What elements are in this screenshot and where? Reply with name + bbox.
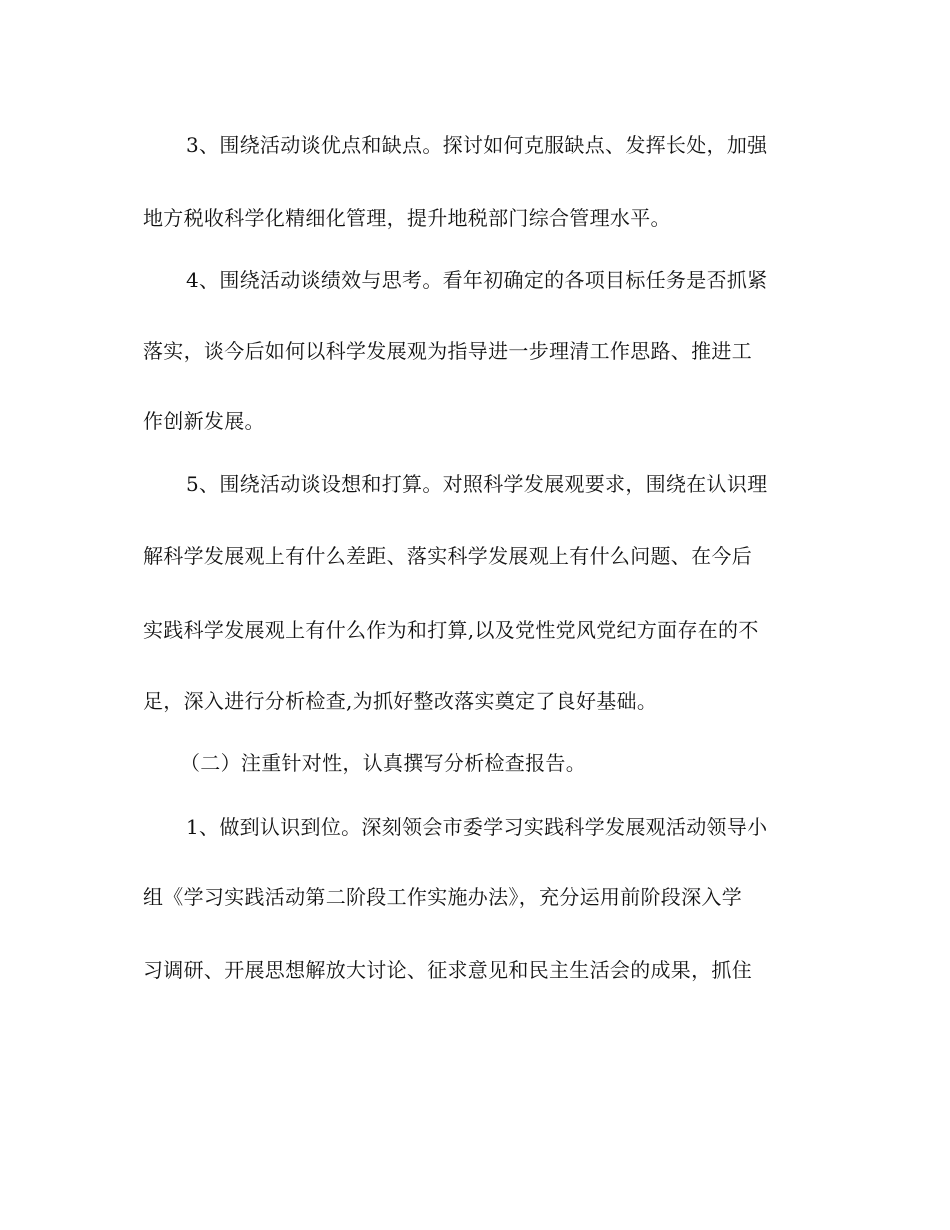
paragraph-4-line-2: 落实，谈今后如何以科学发展观为指导进一步理清工作思路、推进工 [143,339,752,363]
paragraph-5-line-3: 实践科学发展观上有什么作为和打算,以及党性党风党纪方面存在的不 [143,618,759,642]
paragraph-1-line-3: 习调研、开展思想解放大讨论、征求意见和民主生活会的成果，抓住 [143,958,752,982]
paragraph-1-line-2: 组《学习实践活动第二阶段工作实施办法》，充分运用前阶段深入学 [143,885,742,909]
paragraph-4-line-3: 作创新发展。 [143,409,265,433]
paragraph-5-line-4: 足，深入进行分析检查,为抓好整改落实奠定了良好基础。 [143,689,658,713]
paragraph-1-line-1: 1、做到认识到位。深刻领会市委学习实践科学发展观活动领导小 [186,815,768,839]
paragraph-4-line-1: 4、围绕活动谈绩效与思考。看年初确定的各项目标任务是否抓紧 [186,268,768,292]
section-heading: （二）注重针对性，认真撰写分析检查报告。 [180,751,586,775]
paragraph-5-line-1: 5、围绕活动谈设想和打算。对照科学发展观要求，围绕在认识理 [186,472,768,496]
paragraph-3-line-1: 3、围绕活动谈优点和缺点。探讨如何克服缺点、发挥长处，加强 [186,133,768,157]
paragraph-3-line-2: 地方税收科学化精细化管理，提升地税部门综合管理水平。 [143,206,671,230]
paragraph-5-line-2: 解科学发展观上有什么差距、落实科学发展观上有什么问题、在今后 [143,544,752,568]
